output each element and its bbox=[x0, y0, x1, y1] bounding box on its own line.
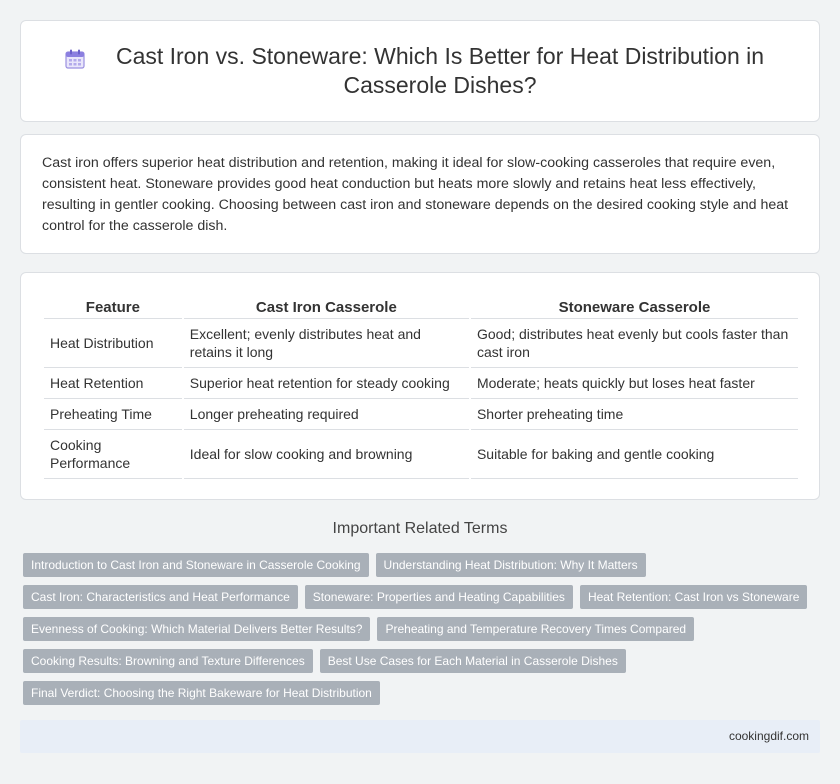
column-header-feature: Feature bbox=[44, 295, 182, 319]
table-row bbox=[44, 430, 798, 479]
title-wrap bbox=[21, 21, 819, 121]
related-term-tag[interactable]: Final Verdict: Choosing the Right Bakeware for Heat Distribution bbox=[23, 681, 380, 705]
related-term-tag[interactable]: Cooking Results: Browning and Texture Differences bbox=[23, 649, 313, 673]
related-term-tag[interactable]: Evenness of Cooking: Which Material Delivers Better Results? bbox=[23, 617, 370, 641]
related-term-tag[interactable]: Preheating and Temperature Recovery Times Compared bbox=[377, 617, 694, 641]
table-row bbox=[44, 319, 798, 368]
table-cell-feature: Cooking Performance bbox=[44, 430, 182, 479]
table-cell-stoneware: Good; distributes heat evenly but cools faster than cast iron bbox=[471, 319, 798, 368]
tag-row bbox=[23, 649, 813, 673]
tag-row bbox=[23, 553, 813, 577]
table-cell-cast-iron: Excellent; evenly distributes heat and retains it long bbox=[184, 319, 469, 368]
tag-row bbox=[23, 617, 813, 641]
footer bbox=[20, 720, 820, 753]
related-term-tag[interactable]: Stoneware: Properties and Heating Capabilities bbox=[305, 585, 573, 609]
table-header-row bbox=[44, 295, 798, 319]
page-title: Cast Iron vs. Stoneware: Which Is Better for Heat Distribution in Casserole Dishes? bbox=[115, 43, 765, 98]
comparison-table bbox=[42, 295, 800, 479]
table-row bbox=[44, 399, 798, 430]
related-term-tag[interactable]: Best Use Cases for Each Material in Casserole Dishes bbox=[320, 649, 626, 673]
header-card bbox=[20, 20, 820, 122]
table-cell-stoneware: Moderate; heats quickly but loses heat faster bbox=[471, 368, 798, 399]
table-cell-cast-iron: Longer preheating required bbox=[184, 399, 469, 430]
table-row bbox=[44, 368, 798, 399]
table-cell-feature: Heat Retention bbox=[44, 368, 182, 399]
related-term-tag[interactable]: Cast Iron: Characteristics and Heat Performance bbox=[23, 585, 298, 609]
table-cell-stoneware: Suitable for baking and gentle cooking bbox=[471, 430, 798, 479]
related-term-tag[interactable]: Heat Retention: Cast Iron vs Stoneware bbox=[580, 585, 807, 609]
column-header-stoneware: Stoneware Casserole bbox=[471, 295, 798, 319]
table-cell-cast-iron: Ideal for slow cooking and browning bbox=[184, 430, 469, 479]
related-terms-heading: Important Related Terms bbox=[332, 520, 508, 537]
summary-text: Cast iron offers superior heat distribution and retention, making it ideal for slow-cooking casseroles that require even, consistent heat. Stoneware provides good heat conduction but heats more slowly and retains heat less effectively, resulting in gentler cooking. Choosing between cast iron and stoneware depends on the desired cooking style and heat control for the casserole dish. bbox=[42, 155, 789, 234]
table-cell-feature: Heat Distribution bbox=[44, 319, 182, 368]
table-cell-feature: Preheating Time bbox=[44, 399, 182, 430]
tag-row bbox=[23, 585, 813, 609]
table-cell-cast-iron: Superior heat retention for steady cooking bbox=[184, 368, 469, 399]
table-cell-stoneware: Shorter preheating time bbox=[471, 399, 798, 430]
comparison-table-card bbox=[20, 272, 820, 500]
related-terms-list bbox=[23, 553, 813, 713]
summary-card bbox=[20, 134, 820, 254]
footer-site-link[interactable]: cookingdif.com bbox=[728, 729, 809, 743]
related-term-tag[interactable]: Understanding Heat Distribution: Why It Matters bbox=[376, 553, 646, 577]
related-term-tag[interactable]: Introduction to Cast Iron and Stoneware in Casserole Cooking bbox=[23, 553, 369, 577]
tag-row bbox=[23, 681, 813, 705]
column-header-cast-iron: Cast Iron Casserole bbox=[184, 295, 469, 319]
